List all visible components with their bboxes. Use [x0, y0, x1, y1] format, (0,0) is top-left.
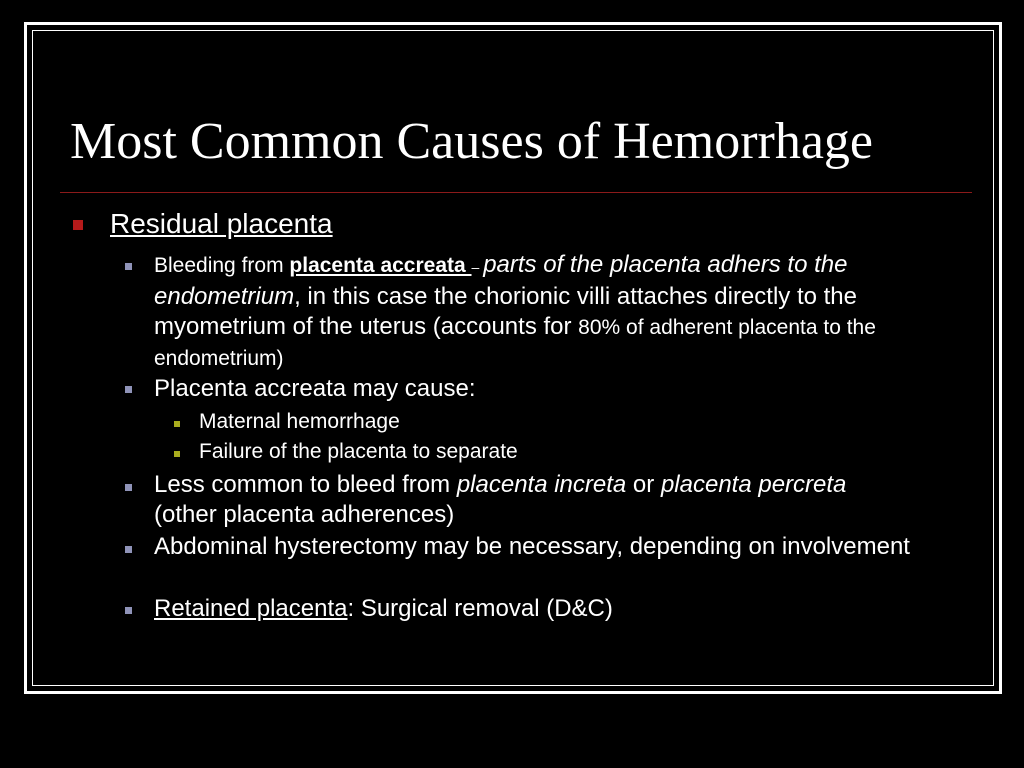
bullet-icon	[125, 484, 132, 491]
bullet-item-hysterectomy: Abdominal hysterectomy may be necessary, depending on involvement	[154, 533, 910, 560]
bullet-icon	[125, 386, 132, 393]
placenta-accreata-term: placenta accreata	[289, 254, 472, 277]
bullet-icon	[125, 263, 132, 270]
slide-title: Most Common Causes of Hemorrhage	[70, 113, 874, 170]
bullet-item-retained-placenta: Retained placenta: Surgical removal (D&C)	[154, 595, 613, 622]
residual-placenta-label: Residual placenta	[110, 208, 333, 239]
bullet-item-bleeding: Bleeding from placenta accreata – parts of the placenta adhers to the endometrium, in this case the chorionic villi attaches directly to the myometrium of the uterus (accounts for 80% of adherent placenta to the endometrium)	[154, 251, 876, 370]
level1-item-residual-placenta	[110, 208, 333, 240]
level1-bullet-icon	[73, 220, 83, 230]
sub-bullet-icon	[174, 421, 180, 427]
retained-placenta-term: Retained placenta	[154, 595, 348, 622]
bullet-item-less-common: Less common to bleed from placenta increta or placenta percreta (other placenta adherences)	[154, 471, 847, 528]
bullet-icon	[125, 607, 132, 614]
bullet-item-accreata-cause: Placenta accreata may cause:	[154, 375, 476, 402]
title-divider	[60, 192, 972, 193]
sub-item-failure-separate: Failure of the placenta to separate	[199, 440, 518, 463]
sub-bullet-icon	[174, 451, 180, 457]
bullet-icon	[125, 546, 132, 553]
sub-item-maternal-hemorrhage: Maternal hemorrhage	[199, 410, 400, 433]
